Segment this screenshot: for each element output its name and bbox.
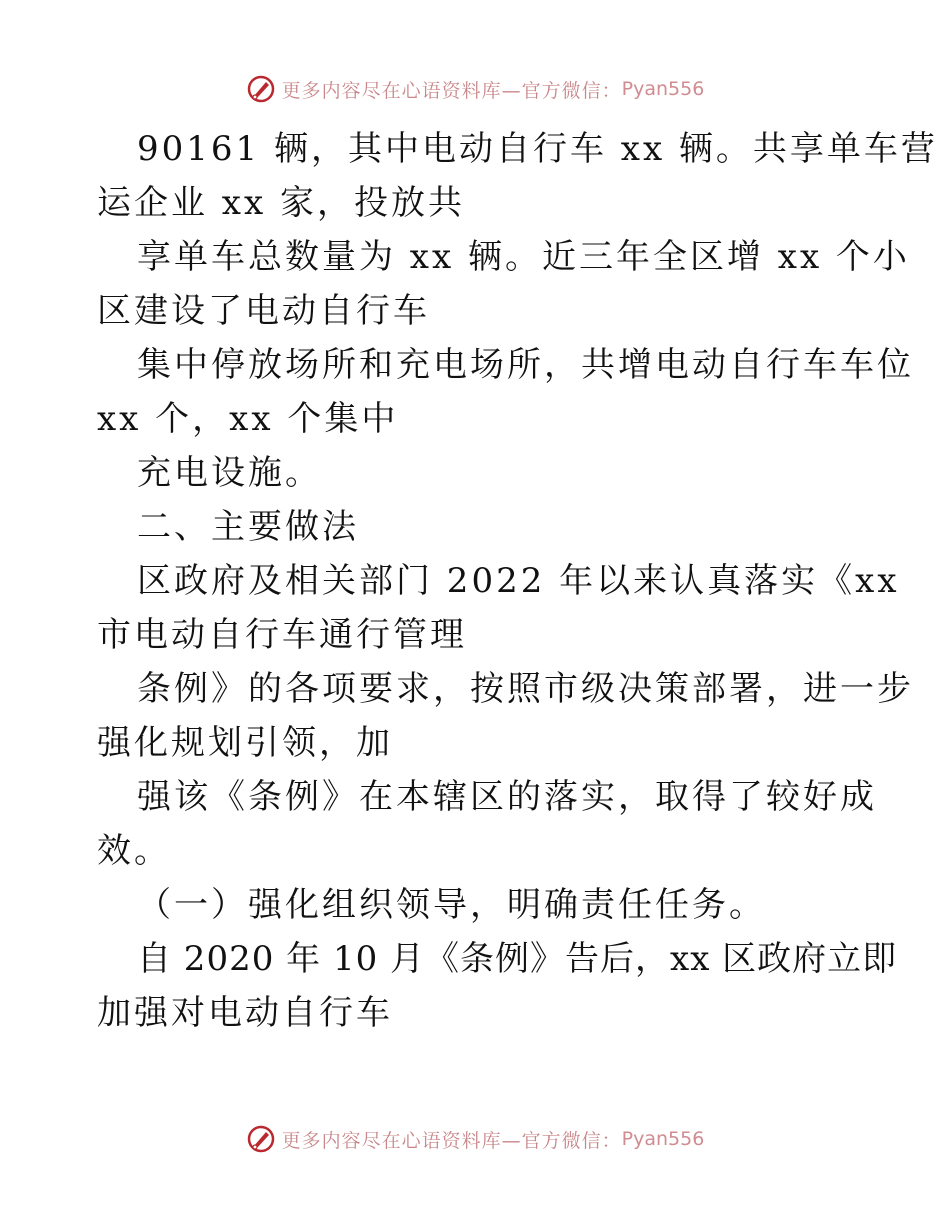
paragraph-line: 90161 辆，其中电动自行车 xx 辆。共享单车营 [137,129,938,169]
paragraph-line: 区建设了电动自行车 [97,291,430,331]
document-body [97,122,938,1040]
header-watermark [0,74,950,104]
watermark-text: 更多内容尽在心语资料库—官方微信： [281,1129,622,1152]
watermark-wechat-id: Pyan556 [621,78,705,100]
paragraph-line: 市电动自行车通行管理 [97,615,467,655]
paragraph-line: 运企业 xx 家，投放共 [97,183,465,223]
paragraph-line: 集中停放场所和充电场所，共增电动自行车车位 [137,345,914,385]
pen-logo-icon [246,1124,276,1154]
paragraph-line: 享单车总数量为 xx 辆。近三年全区增 xx 个小 [137,237,910,277]
watermark-wechat-id: Pyan556 [621,1128,705,1150]
subsection-heading: （一）强化组织领导，明确责任任务。 [137,885,766,925]
paragraph-line: 强化规划引领，加 [97,723,393,763]
paragraph-line: 强该《条例》在本辖区的落实，取得了较好成 [137,777,877,817]
paragraph-line: 加强对电动自行车 [97,993,393,1033]
pen-logo-icon [246,74,276,104]
paragraph-line: 自 2020 年 10 月《条例》告后，xx 区政府立即 [137,939,898,979]
paragraph-line: 效。 [97,831,171,871]
paragraph-line: 充电设施。 [137,453,322,493]
paragraph-line: 条例》的各项要求，按照市级决策部署，进一步 [137,669,914,709]
section-heading: 二、主要做法 [137,507,359,547]
footer-watermark [0,1124,950,1154]
watermark-text: 更多内容尽在心语资料库—官方微信： [281,79,622,102]
paragraph-line: xx 个，xx 个集中 [97,399,399,439]
paragraph-line: 区政府及相关部门 2022 年以来认真落实《xx [137,561,900,601]
